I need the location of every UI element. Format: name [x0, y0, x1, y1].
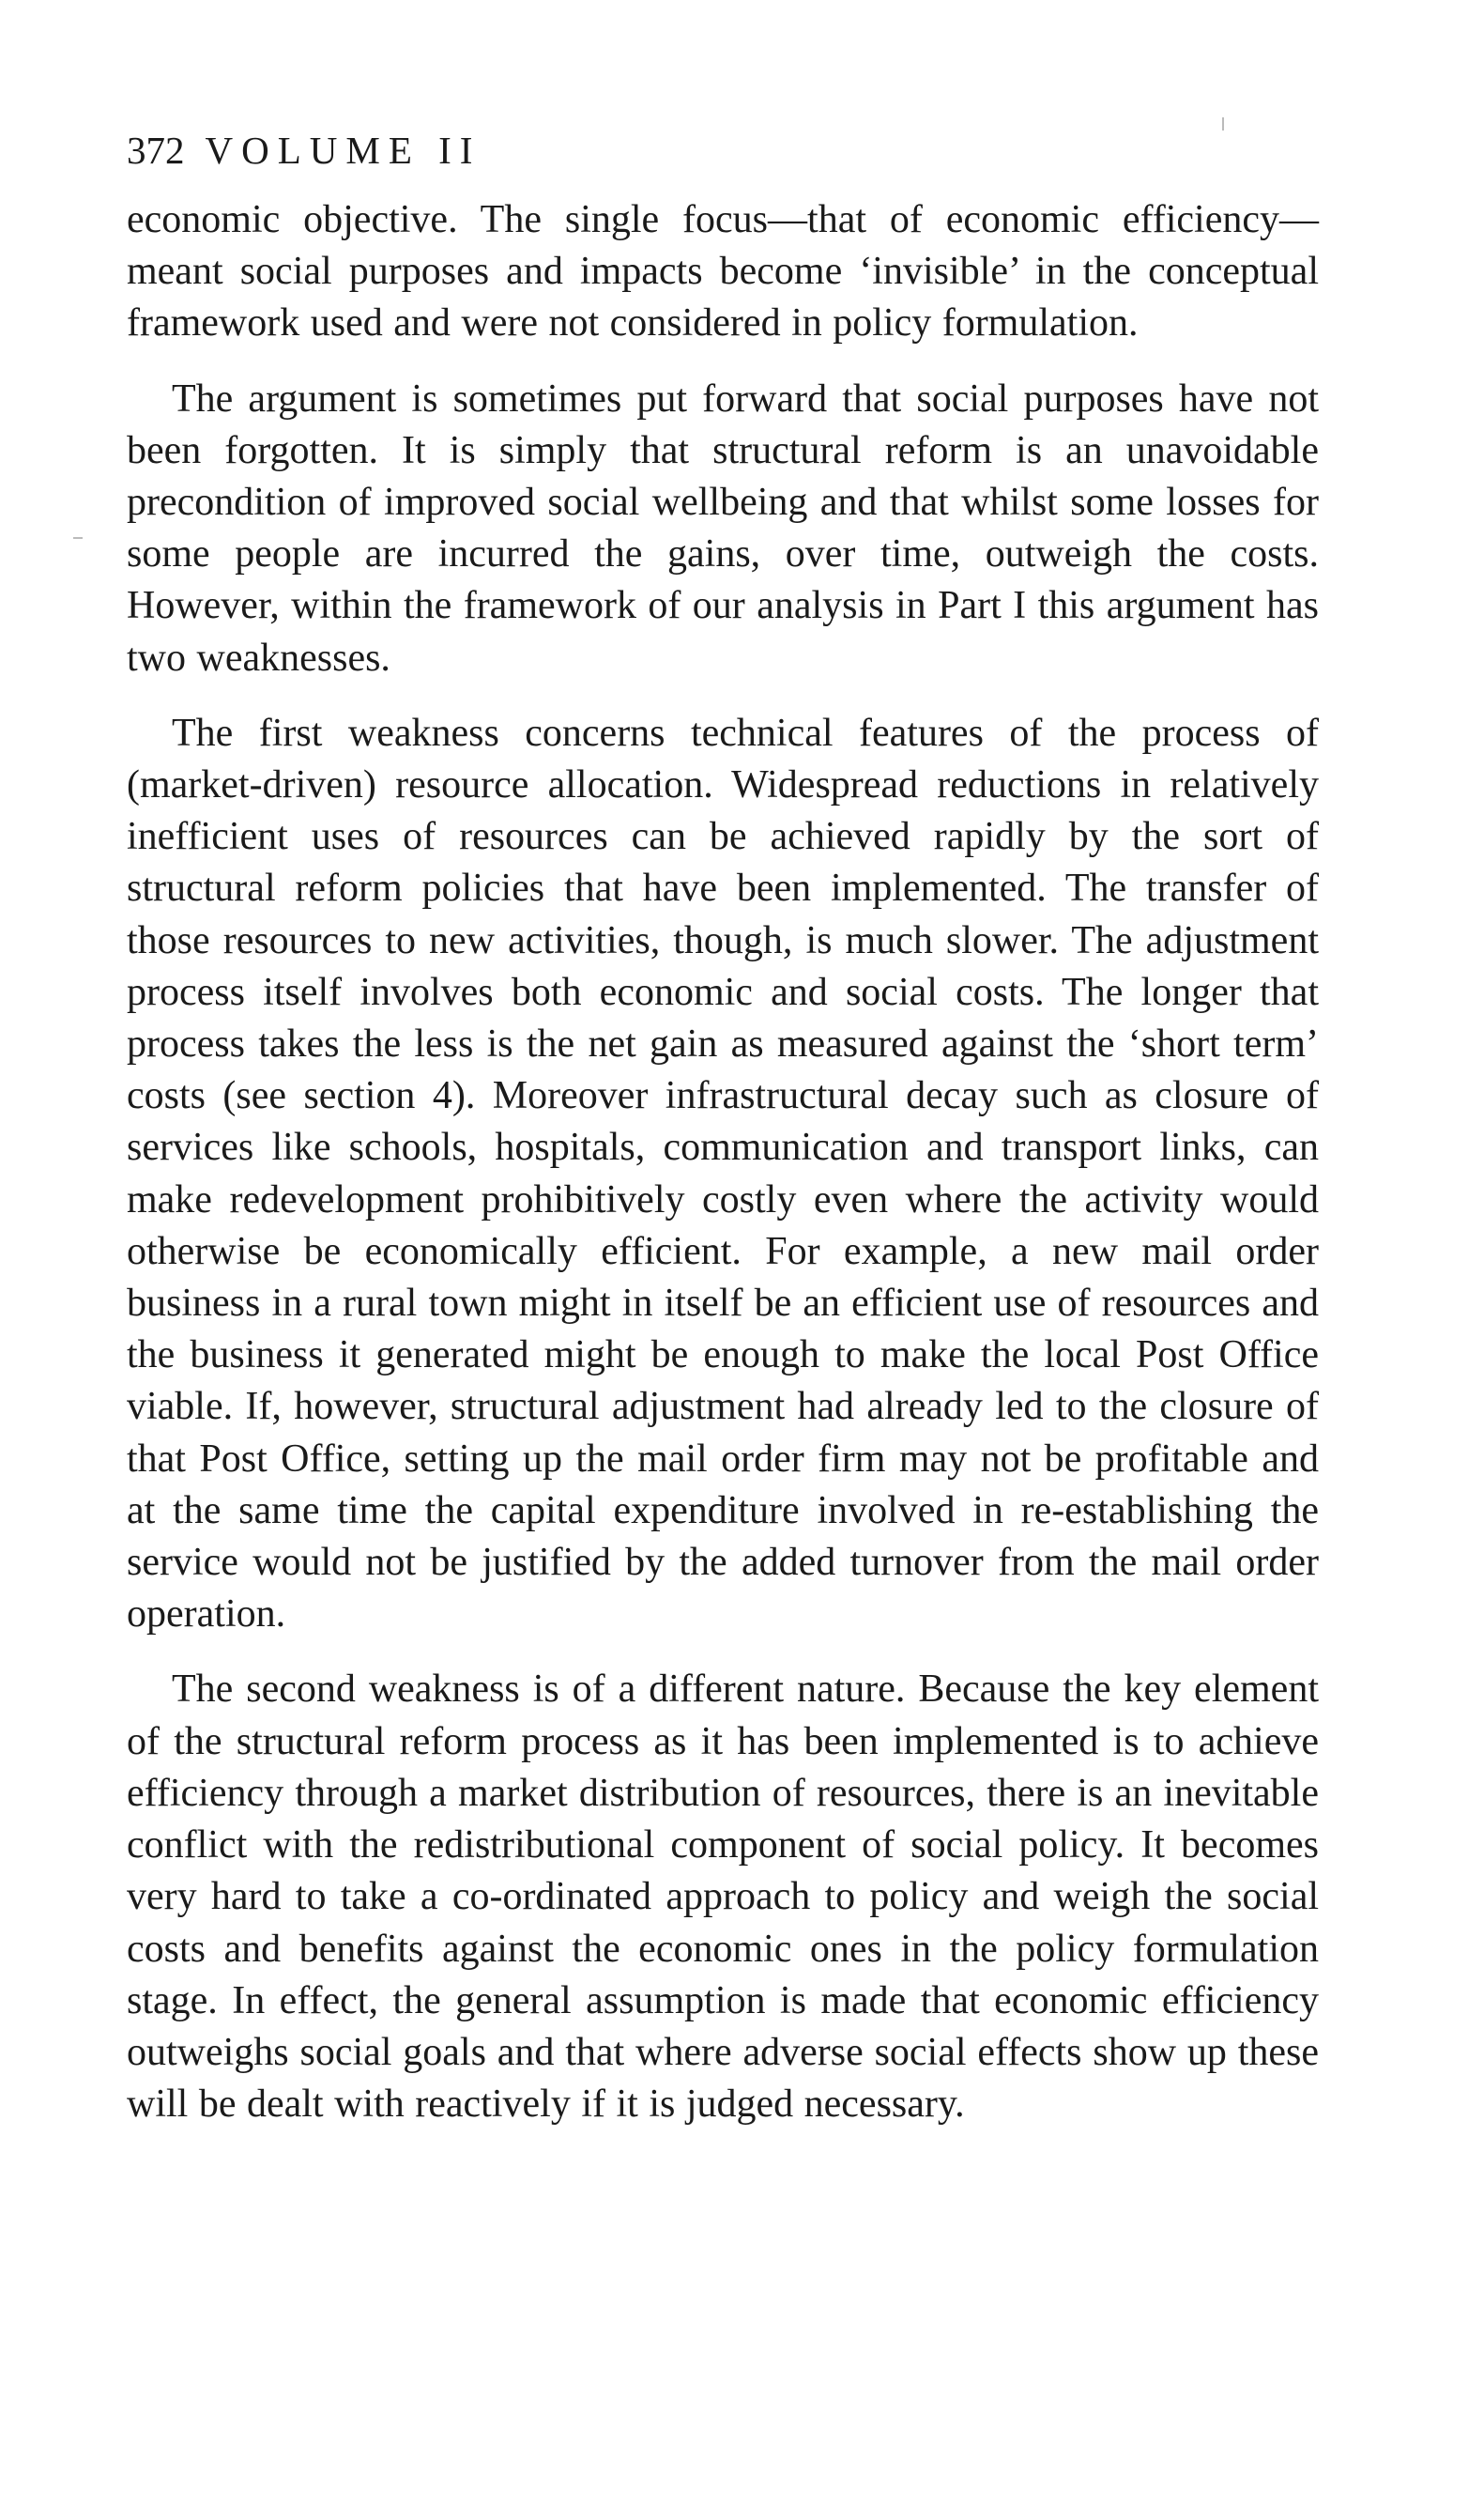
paragraph-argument: The argument is sometimes put forward that social purposes have not been forgotten. It is simply that structural reform is an unavoidable precondition of improved social wellbeing and that whilst some losses for some people are incurred the gains, over time, outweigh the costs. However, within the framework of our analysis in Part I this argument has two weaknesses.: [127, 377, 1319, 680]
scan-mark-left: [73, 537, 83, 539]
paragraph-continued: economic objective. The single focus—that of economic efficiency—meant social purposes and impacts become ‘invisible’ in the conceptual framework used and were not considered in policy formulation.: [127, 198, 1319, 346]
paragraph-first-weakness: The first weakness concerns technical features of the process of (market-driven) resource allocation. Widespread reductions in relatively inefficient uses of resources can be achieved rapidly by the sort of structural reform policies that have been implemented. The transfer of those resources to new activities, though, is much slower. The adjustment process itself involves both economic and social costs. The longer that process takes the less is the net gain as measured against the ‘short term’ costs (see section 4). Moreover infrastructural decay such as closure of services like schools, hospitals, communication and transport links, can make redevelopment prohibitively costly even where the activity would otherwise be economically efficient. For example, a new mail order business in a rural town might in itself be an efficient use of resources and the business it generated might be enough to make the local Post Office viable. If, however, structural adjustment had already led to the closure of that Post Office, setting up the mail order firm may not be profitable and at the same time the capital expenditure involved in re-establishing the service would not be justified by the added turnover from the mail order operation.: [127, 711, 1319, 1637]
paragraph-second-weakness: The second weakness is of a different nature. Because the key element of the structural reform process as it has been implemented is to achieve efficiency through a market distribution of resources, there is an inevitable conflict with the redistributional component of social policy. It becomes very hard to take a co-ordinated approach to policy and weigh the social costs and benefits against the economic ones in the policy formulation stage. In effect, the general assumption is made that economic efficiency outweighs social goals and that where adverse social effects show up these will be dealt with reactively if it is judged necessary.: [127, 1667, 1319, 2127]
body-text: [127, 194, 1319, 2130]
scan-mark-top: [1222, 117, 1224, 131]
running-head: [127, 131, 1319, 170]
page-number: 372: [127, 129, 185, 172]
book-page: [127, 131, 1319, 2130]
volume-label: VOLUME II: [205, 129, 482, 172]
